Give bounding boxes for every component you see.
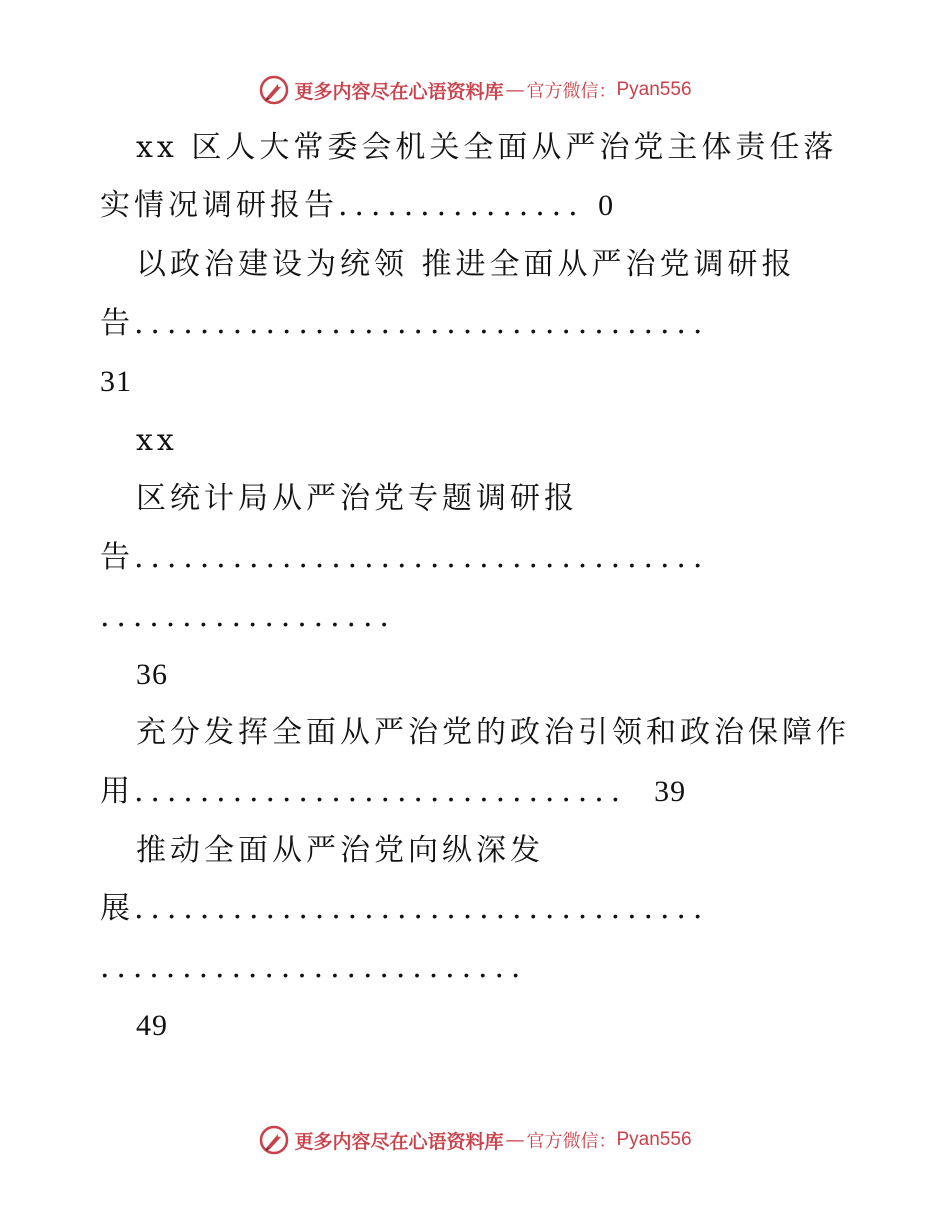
toc-entry-1-title-end: 实情况调研报告 bbox=[100, 188, 338, 223]
toc-entry-2-title-end: 告 bbox=[100, 306, 134, 341]
pen-logo-icon bbox=[258, 74, 290, 106]
watermark-dash: — bbox=[505, 79, 525, 101]
toc-entry-3-title-end: 告 bbox=[100, 540, 134, 575]
toc-entry-4-title-line2 bbox=[100, 772, 686, 812]
toc-entry-1-leader-dots: ............... bbox=[338, 188, 585, 223]
watermark-wechat-id: Pyan556 bbox=[616, 79, 692, 100]
toc-entry-3-leader-dots: ................................... bbox=[134, 540, 710, 575]
toc-entry-5-leader-dots-line2: .......................... bbox=[100, 950, 528, 985]
toc-entry-1-title-line1: xx 区人大常委会机关全面从严治党主体责任落 bbox=[136, 130, 838, 165]
toc-entry-3-page: 36 bbox=[136, 658, 168, 691]
toc-entry-4-leader-dots: .............................. bbox=[134, 774, 628, 809]
toc-entry-5-title-line1: 推动全面从严治党向纵深发 bbox=[136, 833, 544, 868]
toc-entry-5-leader-dots: ................................... bbox=[134, 891, 710, 926]
watermark-dash: — bbox=[505, 1129, 525, 1151]
toc-entry-4-title-end: 用 bbox=[100, 774, 134, 809]
watermark-wechat-label: 官方微信： bbox=[526, 81, 617, 102]
toc-entry-2-title-line1: 以政治建设为统领 推进全面从严治党调研报 bbox=[136, 247, 796, 282]
watermark-wechat-id: Pyan556 bbox=[616, 1129, 692, 1150]
pen-logo-icon bbox=[258, 1124, 290, 1156]
toc-entry-3-title-line1: 区统计局从严治党专题调研报 bbox=[136, 481, 578, 516]
toc-entry-4-title-line1: 充分发挥全面从严治党的政治引领和政治保障作 bbox=[136, 715, 850, 750]
toc-entry-3-leader-dots-line2: .................. bbox=[100, 599, 396, 634]
toc-entry-5-title-line2 bbox=[100, 889, 709, 929]
toc-entry-1-title-line2 bbox=[100, 186, 614, 226]
toc-entry-3-title-prefix: xx bbox=[136, 423, 178, 458]
watermark-brand: 更多内容尽在心语资料库 bbox=[294, 1130, 504, 1153]
watermark-banner-bottom bbox=[0, 1120, 950, 1160]
toc-entry-5-page: 49 bbox=[136, 1009, 168, 1042]
watermark-brand: 更多内容尽在心语资料库 bbox=[294, 80, 504, 103]
toc-entry-3-title-line2 bbox=[100, 538, 709, 578]
watermark-banner-top bbox=[0, 70, 950, 110]
toc-entry-4-page: 39 bbox=[654, 775, 687, 808]
watermark-wechat-label: 官方微信： bbox=[526, 1131, 617, 1152]
toc-entry-5-title-end: 展 bbox=[100, 891, 134, 926]
toc-entry-1-page: 0 bbox=[598, 189, 615, 222]
toc-entry-2-page: 31 bbox=[100, 365, 132, 398]
toc-entry-2-leader-dots: ................................... bbox=[134, 306, 710, 341]
toc-entry-2-title-line2 bbox=[100, 304, 709, 344]
